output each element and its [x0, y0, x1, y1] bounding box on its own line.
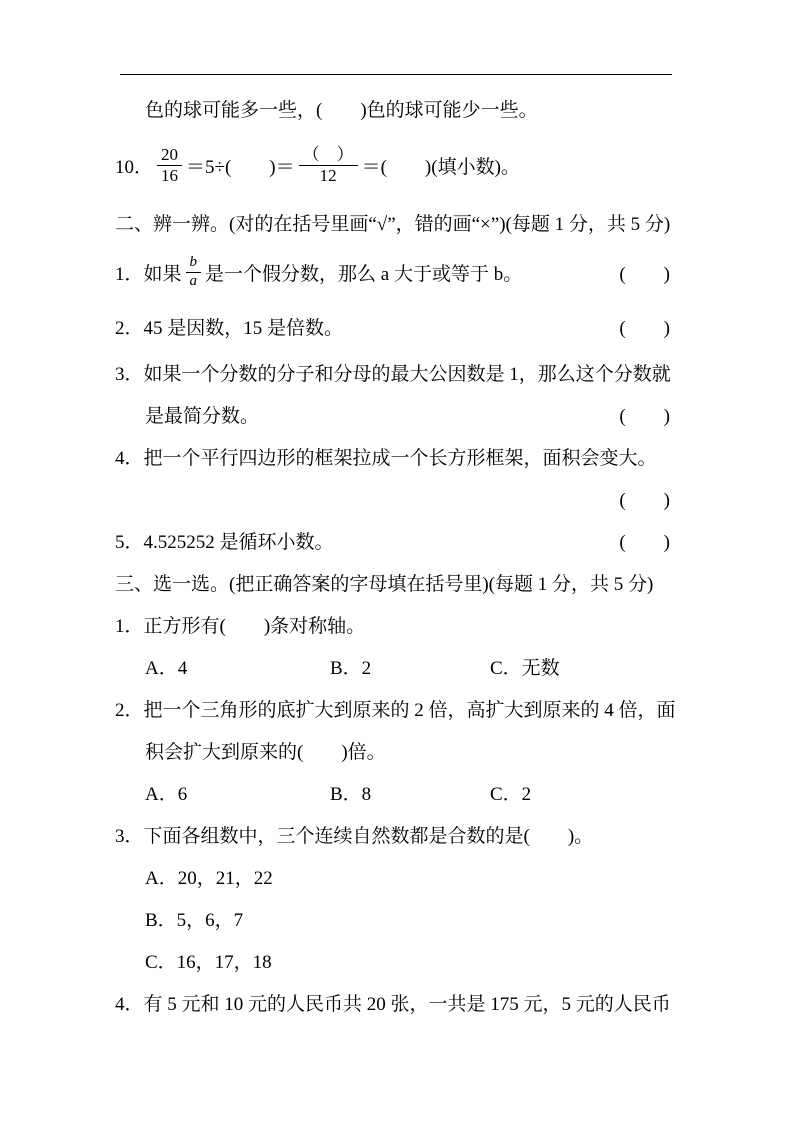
question-10-middle: ＝5÷( )＝ [186, 156, 295, 178]
question-9-continuation-text: 色的球可能多一些，( )色的球可能少一些。 [145, 99, 538, 121]
tf-item-2 [115, 305, 680, 347]
question-9-continuation [115, 87, 680, 129]
tf-item-4-statement: 4．把一个平行四边形的框架拉成一个长方形框架，面积会变大。 [115, 447, 657, 469]
mc-question-2-text: 2．把一个三角形的底扩大到原来的 2 倍，高扩大到原来的 4 倍，面 [115, 699, 676, 721]
tf-item-2-statement: 2．45 是因数，15 是倍数。 [115, 317, 344, 339]
tf-item-1-pre: 1．如果 [115, 263, 182, 285]
mc-question-3-text: 3．下面各组数中，三个连续自然数都是合数的是( )。 [115, 825, 594, 847]
mc-question-2-text-cont: 积会扩大到原来的( )倍。 [145, 741, 386, 763]
mc-question-1-text: 1．正方形有( )条对称轴。 [115, 615, 366, 637]
tf-item-4 [115, 435, 680, 477]
mc-question-4-text: 4．有 5 元和 10 元的人民币共 20 张，一共是 175 元，5 元的人民币 [115, 993, 671, 1015]
fraction-denominator: 12 [319, 165, 337, 185]
header-rule [120, 74, 672, 75]
option-b: B．2 [330, 657, 372, 679]
tf-item-3-line-2 [115, 393, 680, 435]
mc-question-3-option-a [115, 855, 680, 897]
answer-bracket: ( ) [619, 531, 670, 553]
option-c: C．16，17，18 [145, 951, 272, 973]
tf-item-3-statement-cont: 是最简分数。 [145, 405, 260, 427]
option-a: A．20，21，22 [145, 867, 273, 889]
mc-question-3-option-b [115, 897, 680, 939]
option-b: B．5，6，7 [145, 909, 244, 931]
option-b: B．8 [330, 783, 372, 805]
tf-item-3-statement: 3．如果一个分数的分子和分母的最大公因数是 1，那么这个分数就 [115, 363, 671, 385]
answer-bracket: ( ) [619, 317, 670, 339]
answer-bracket: ( ) [619, 405, 670, 427]
mc-question-1 [115, 603, 680, 645]
fraction-numerator: 20 [157, 145, 182, 166]
mc-question-1-options [115, 645, 680, 687]
mc-question-4 [115, 981, 680, 1023]
mc-question-2-line-1 [115, 687, 680, 729]
section-3-title [115, 561, 680, 603]
option-a: A．6 [145, 783, 188, 805]
question-10-tail: ＝( )(填小数)。 [361, 156, 520, 178]
mc-question-3 [115, 813, 680, 855]
answer-bracket: ( ) [619, 263, 670, 285]
question-10 [115, 137, 680, 193]
tf-item-1-post: 是一个假分数，那么 a 大于或等于 b。 [205, 263, 523, 285]
mc-question-3-option-c [115, 939, 680, 981]
fraction-numerator: b [186, 254, 202, 272]
fraction-denominator: 16 [161, 165, 179, 185]
section-2-title [115, 201, 680, 243]
fraction-numerator: （ ） [299, 145, 358, 166]
tf-item-3-line-1 [115, 351, 680, 393]
tf-item-1 [115, 251, 680, 293]
answer-bracket: ( ) [619, 489, 670, 511]
tf-item-5-statement: 5．4.525252 是循环小数。 [115, 531, 334, 553]
section-3-title-text: 三、选一选。(把正确答案的字母填在括号里)(每题 1 分，共 5 分) [115, 573, 654, 595]
mc-question-2-options [115, 771, 680, 813]
fraction-20-16 [157, 145, 182, 185]
option-c: C．2 [490, 783, 532, 805]
tf-item-4-bracket-line [115, 477, 680, 519]
tf-item-1-statement [115, 254, 522, 290]
fraction-denominator: a [189, 272, 198, 289]
option-c: C．无数 [490, 657, 560, 679]
section-2-title-text: 二、辨一辨。(对的在括号里画“√”，错的画“×”)(每题 1 分，共 5 分) [115, 213, 671, 235]
fraction-b-a [186, 254, 202, 290]
mc-question-2-line-2 [115, 729, 680, 771]
tf-item-5 [115, 519, 680, 561]
option-a: A．4 [145, 657, 188, 679]
fraction-blank-12 [299, 145, 358, 185]
question-10-number: 10． [115, 156, 154, 178]
